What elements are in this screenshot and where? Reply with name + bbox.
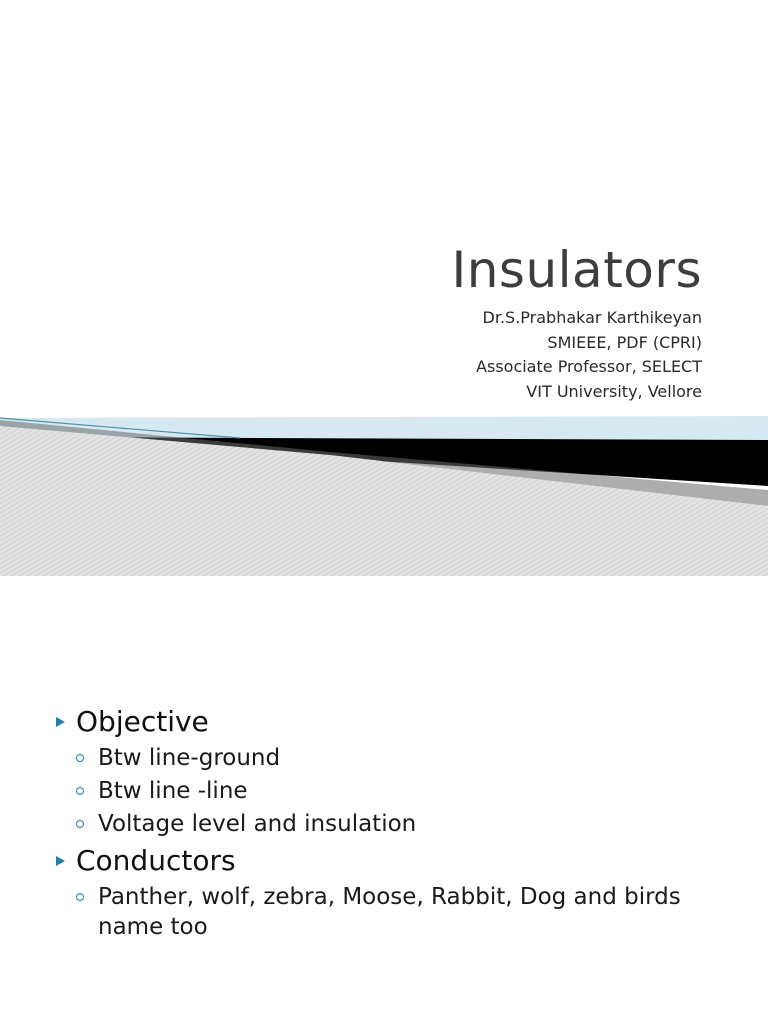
sub-bullet-text: Btw line -line xyxy=(98,778,248,804)
author-affiliation: VIT University, Vellore xyxy=(526,381,702,401)
circle-bullet-icon xyxy=(76,787,84,795)
bullet-text: Objective xyxy=(76,705,209,738)
sub-bullet-item xyxy=(56,809,728,839)
author-credentials: SMIEEE, PDF (CPRI) xyxy=(547,332,702,352)
author-name: Dr.S.Prabhakar Karthikeyan xyxy=(482,308,702,327)
circle-bullet-icon xyxy=(76,893,84,901)
slide-subtitle xyxy=(476,306,702,404)
bullet-item xyxy=(56,704,728,740)
triangle-bullet-icon xyxy=(56,856,65,866)
circle-bullet-icon xyxy=(76,820,84,828)
sub-bullet-item xyxy=(56,882,728,942)
sub-bullet-text: Voltage level and insulation xyxy=(98,811,417,837)
sub-bullet-text: Btw line-ground xyxy=(98,745,281,771)
bullet-list xyxy=(56,704,728,942)
sub-bullet-text: Panther, wolf, zebra, Moose, Rabbit, Dog and birds name too xyxy=(98,884,681,940)
content-slide xyxy=(0,576,768,1024)
bullet-item xyxy=(56,843,728,879)
author-position: Associate Professor, SELECT xyxy=(476,357,702,376)
slide-title: Insulators xyxy=(451,241,702,299)
circle-bullet-icon xyxy=(76,754,84,762)
bullet-text: Conductors xyxy=(76,844,236,877)
sub-bullet-item xyxy=(56,743,728,773)
triangle-bullet-icon xyxy=(56,717,65,727)
sub-bullet-item xyxy=(56,776,728,806)
